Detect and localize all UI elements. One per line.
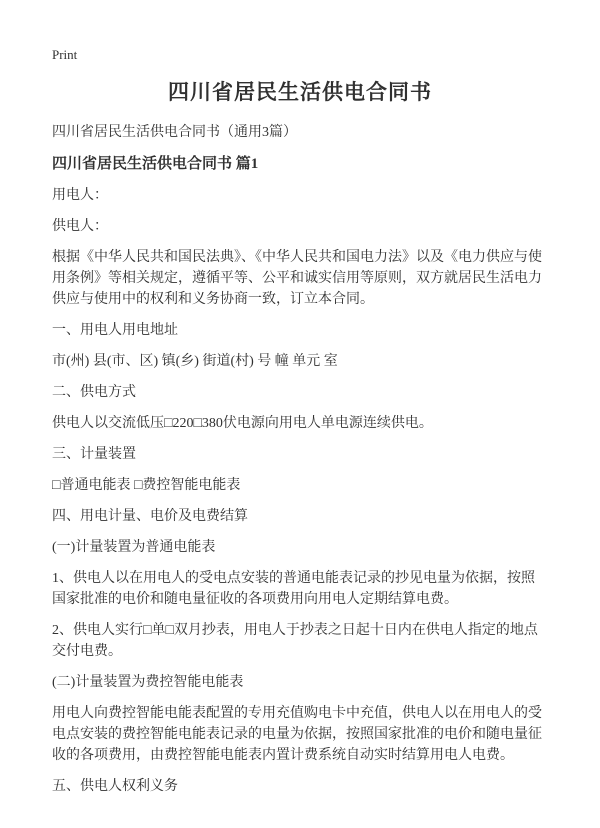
section-1-heading: 一、用电人用电地址 [52, 323, 178, 338]
supply-mode-paragraph: 供电人以交流低压□220□380伏电源向用电人单电源连续供电。 [52, 416, 433, 431]
smart-meter-paragraph: 用电人向费控智能电能表配置的专用充值购电卡中充值，供电人以在用电人的受电点安装的费控智能电能表记录的电量为依据，按照国家批准的电价和随电量征收的各项费用，由费控智能电能表内置计费系统自动实时结算用电人电费。 [52, 706, 542, 763]
field-consumer: 用电人： [52, 188, 108, 203]
meter-type-options: □普通电能表 □费控智能电能表 [52, 478, 241, 493]
part-1-heading: 四川省居民生活供电合同书 篇1 [52, 156, 259, 172]
document-title: 四川省居民生活供电合同书 [168, 80, 432, 104]
section-3-heading: 三、计量装置 [52, 447, 136, 462]
section-5-heading: 五、供电人权利义务 [52, 779, 178, 794]
section-2-heading: 二、供电方式 [52, 385, 136, 400]
preamble-paragraph: 根据《中华人民共和国民法典》、《中华人民共和国电力法》以及《电力供应与使用条例》等相关规定，遵循平等、公平和诚实信用等原则，双方就居民生活电力供应与使用中的权利和义务协商一致，订立本合同。 [52, 250, 542, 307]
document-subtitle: 四川省居民生活供电合同书（通用3篇） [52, 125, 297, 140]
subsection-4-1-heading: (一)计量装置为普通电能表 [52, 540, 216, 555]
print-button[interactable]: Print [52, 47, 78, 62]
clause-1-paragraph: 1、供电人以在用电人的受电点安装的普通电能表记录的抄见电量为依据，按照国家批准的电价和随电量征收的各项费用向用电人定期结算电费。 [52, 571, 535, 607]
field-supplier: 供电人： [52, 219, 108, 234]
clause-2-paragraph: 2、供电人实行□单□双月抄表，用电人于抄表之日起十日内在供电人指定的地点交付电费。 [52, 623, 538, 659]
section-4-heading: 四、用电计量、电价及电费结算 [52, 509, 248, 524]
address-line: 市(州) 县(市、区) 镇(乡) 街道(村) 号 幢 单元 室 [52, 354, 338, 369]
subsection-4-2-heading: (二)计量装置为费控智能电能表 [52, 675, 244, 690]
